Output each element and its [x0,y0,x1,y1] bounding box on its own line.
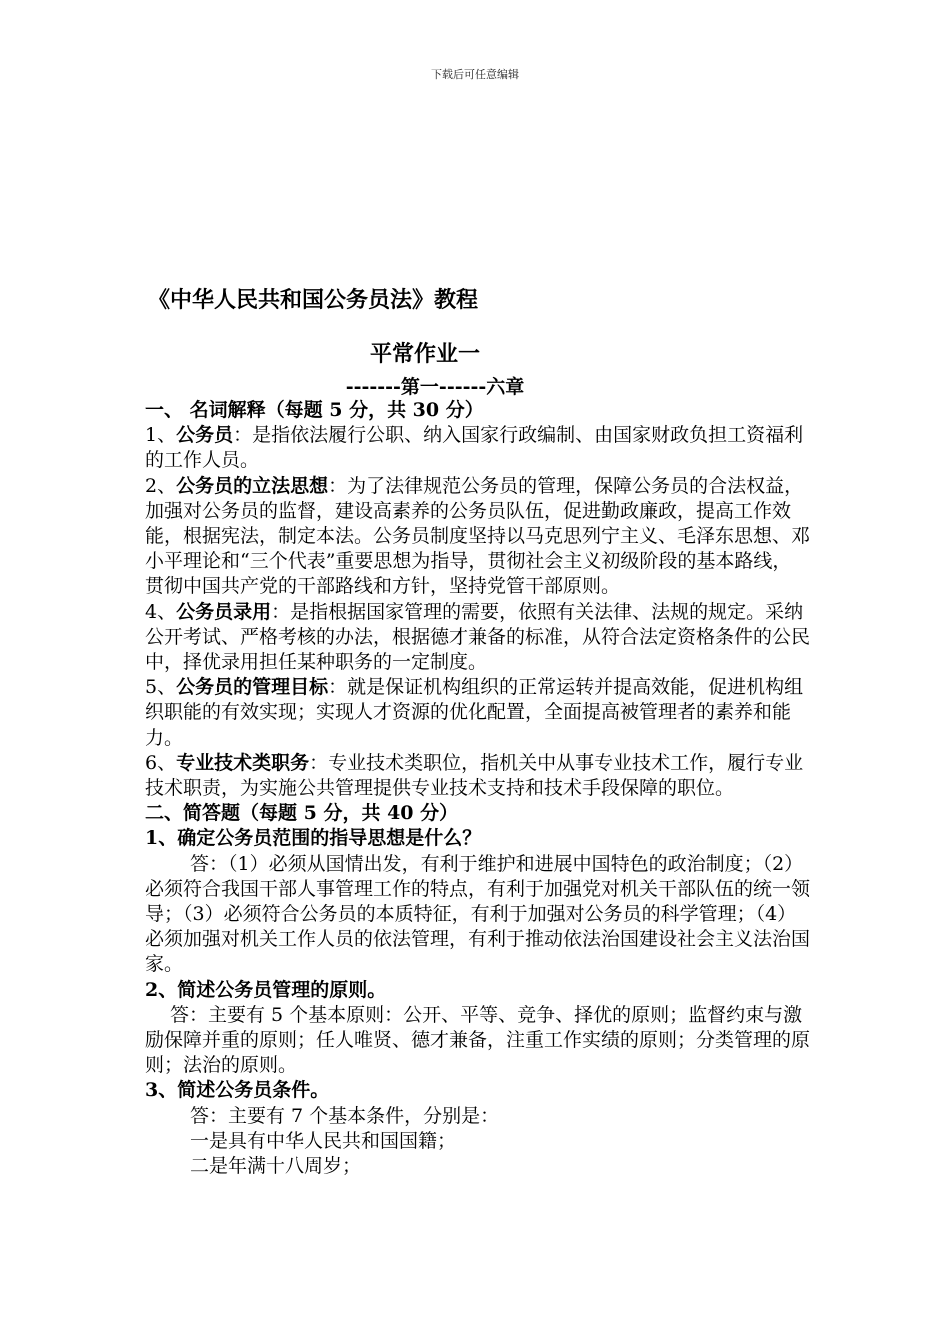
term-definition [145,423,810,473]
term-definition [145,600,810,676]
term-definition [145,675,810,751]
answer: 答：主要有 5 个基本原则：公开、平等、竞争、择优的原则；监督约束与激励保障并重的原则；任人唯贤、德才兼备，注重工作实绩的原则；分类管理的原则；法治的原则。 [145,1003,811,1077]
document-body [145,398,810,1179]
term-definition [145,751,810,801]
term-text: ：专业技术类职位，指机关中从事专业技术工作，履行专业技术职责，为实施公共管理提供专业技术支持和技术手段保障的职位。 [145,751,804,800]
term-text: ：就是保证机构组织的正常运转并提高效能，促进机构组织职能的有效实现；实现人才资源的优化配置，全面提高被管理者的素养和能力。 [145,676,804,749]
answer-line: 答：主要有 7 个基本条件，分别是： [190,1104,500,1127]
page-header: 下载后可任意编辑 [431,68,519,81]
item-number: 2、 [145,474,177,497]
term-name: 公务员 [176,424,234,447]
question: 1、确定公务员范围的指导思想是什么？ [145,827,482,850]
item-number: 5、 [145,676,177,699]
term-text: ：是指根据国家管理的需要，依照有关法律、法规的规定。采纳公开考试、严格考核的办法，根据德才兼备的标准，从符合法定资格条件的公民中，择优录用担任某种职务的一定制度。 [145,600,811,674]
item-number: 1、 [145,424,177,447]
term-definition [145,474,810,600]
section-heading: 二、简答题（每题 5 分，共 40 分） [145,802,459,825]
answer-line: 一是具有中华人民共和国国籍； [190,1129,457,1152]
term-text: ：为了法律规范公务员的管理，保障公务员的合法权益，加强对公务员的监督，建设高素养的公务员队伍，促进勤政廉政，提高工作效能，根据宪法，制定本法。公务员制度坚持以马克思列宁主义、毛泽东思想、邓小平理论和“三个代表”重要思想为指导，贯彻社会主义初级阶段的基本路线，贯彻中国共产党的干部路线和方针，坚持党管干部原则。 [145,474,811,598]
section-heading: 一、 名词解释（每题 5 分，共 30 分） [145,399,484,421]
term-name: 专业技术类职务 [176,751,310,774]
answer-line: 二是年满十八周岁； [190,1155,362,1178]
term-name: 公务员录用 [176,600,272,623]
term-name: 公务员的管理目标 [176,676,329,699]
question: 3、简述公务员条件。 [145,1079,330,1102]
answer: 答：（1）必须从国情出发，有利于维护和进展中国特色的政治制度；（2）必须符合我国干部人事管理工作的特点，有利于加强党对机关干部队伍的统一领导；（3）必须符合公务员的本质特征，有利于加强对公务员的科学管理；（4）必须加强对机关工作人员的依法管理，有利于推动依法治国建设社会主义法治国家。 [145,852,811,976]
item-number: 4、 [145,600,177,623]
item-number: 6、 [145,751,177,774]
document-subtitle: 平常作业一 [369,341,480,367]
question: 2、简述公务员管理的原则。 [145,978,387,1001]
term-text: ：是指依法履行公职、纳入国家行政编制、由国家财政负担工资福利的工作人员。 [145,424,804,472]
term-name: 公务员的立法思想 [176,474,329,497]
document-title: 《中华人民共和国公务员法》教程 [148,287,479,313]
chapter-range: -------第一------六章 [345,376,525,398]
